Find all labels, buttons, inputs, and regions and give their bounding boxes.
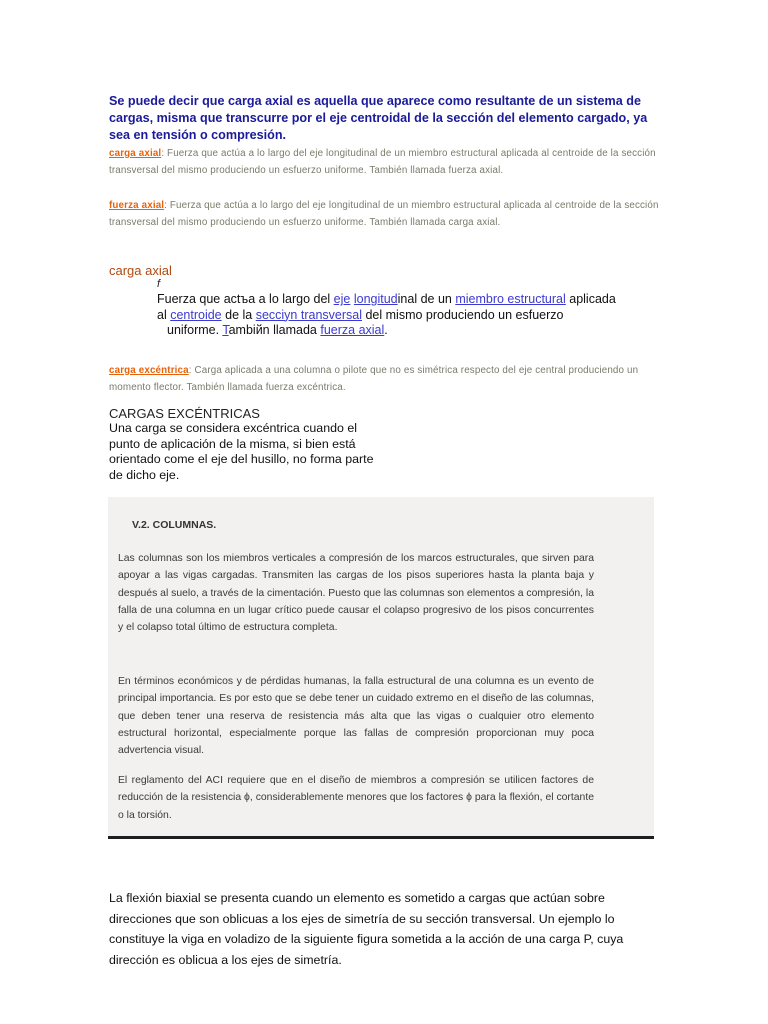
text-run: uniforme. [167, 323, 223, 337]
scan-paragraph-1: Las columnas son los miembros verticales a compresión de los marcos estructurales, que sirven para apoyar a las vigas cargadas. Transmiten las cargas de los pisos superiores hasta la planta baja y después al suelo, a través de la cimentación. Puesto que las columnas son elementos a compresión, la falla de una columna en un lugar crítico puede causar el colapso progresivo de los pisos concurrentes y el colapso total último de estructura completa. [118, 553, 594, 634]
scanned-page-image [108, 497, 654, 839]
text-run: inal de un [397, 292, 456, 306]
definition-carga-excentrica [109, 362, 669, 396]
scan-paragraph-3: El reglamento del ACI requiere que en el diseño de miembros a compresión se utilicen factores de reducción de la resistencia ϕ, considerablemente menores que los factores ϕ para la flexión, el cortante o la torsión. [118, 775, 594, 821]
scan-paragraph-2: En términos económicos y de pérdidas humanas, la falla estructural de una columna es un evento de principal importancia. Es por esto que se debe tener un cuidado extremo en el diseño de las columnas, que deben tener una reserva de resistencia más alta que las vigas o cualquier otro elemento estructural horizontal, especialmente porque las fallas de compresión proporcionan muy poca advertencia visual. [118, 676, 594, 757]
link-t[interactable]: T [222, 323, 229, 337]
carga-axial-body [157, 292, 637, 339]
definition-text: : Carga aplicada a una columna o pilote que no es simétrica respecto del eje central produciendo un momento flector. También llamada fuerza excéntrica. [109, 365, 639, 393]
definition-text: : Fuerza que actúa a lo largo del eje longitudinal de un miembro estructural aplicada al centroide de la sección transversal del mismo produciendo un esfuerzo uniforme. También llamada fuerza axial. [109, 148, 656, 176]
flexion-biaxial-paragraph: La flexión biaxial se presenta cuando un elemento es sometido a cargas que actúan sobre direcciones que son oblicuas a los ejes de simetría de su sección transversal. Un ejemplo lo constituye la viga en voladizo de la siguiente figura sometida a la acción de una carga P, cuya dirección es oblicua a los ejes de simetría. [109, 891, 624, 967]
text-run: . [384, 323, 388, 337]
scan-title: V.2. COLUMNAS. [132, 519, 217, 531]
body-line-3 [157, 323, 637, 339]
term-link-carga-excentrica[interactable]: carga excéntrica [109, 365, 189, 376]
link-eje[interactable]: eje [333, 292, 351, 306]
link-centroide[interactable]: centroide [170, 307, 222, 322]
link-longitud[interactable]: longitud [353, 292, 398, 306]
cargas-excentricas-heading: CARGAS EXCÉNTRICAS [109, 406, 260, 421]
definition-carga-axial [109, 145, 669, 179]
link-fuerza-axial[interactable]: fuerza axial [320, 323, 385, 337]
text-run: Fuerza que actъa a lo largo del [157, 292, 334, 306]
carga-axial-heading: carga axial [109, 263, 172, 278]
cargas-excentricas-body: Una carga se considera excéntrica cuando el punto de aplicación de la misma, si bien está orientado come el eje del husillo, no forma parte de dicho eje. [109, 421, 374, 483]
text-run: del mismo produciendo un esfuerzo [362, 307, 564, 322]
text-run: ambiйn llamada [228, 323, 321, 337]
text-run: aplicada [565, 292, 616, 306]
term-link-fuerza-axial[interactable]: fuerza axial [109, 200, 165, 211]
term-link-carga-axial[interactable]: carga axial [109, 148, 162, 159]
text-run: de la [221, 307, 256, 322]
body-line-2 [157, 308, 637, 324]
link-miembro-estructural[interactable]: miembro estructural [455, 292, 566, 306]
definition-text: : Fuerza que actúa a lo largo del eje longitudinal de un miembro estructural aplicada al centroide de la sección transversal del mismo produciendo un esfuerzo uniforme. También llamada carga axial. [109, 200, 659, 228]
link-seccion-transversal[interactable]: secciуn transversal [255, 307, 362, 322]
text-run: al [157, 307, 171, 322]
carga-axial-f-mark: f [157, 278, 161, 290]
definition-fuerza-axial [109, 197, 669, 231]
intro-paragraph: Se puede decir que carga axial es aquella que aparece como resultante de un sistema de cargas, misma que transcurre por el eje centroidal de la sección del elemento cargado, ya sea en tensión o compresión. [109, 94, 648, 142]
